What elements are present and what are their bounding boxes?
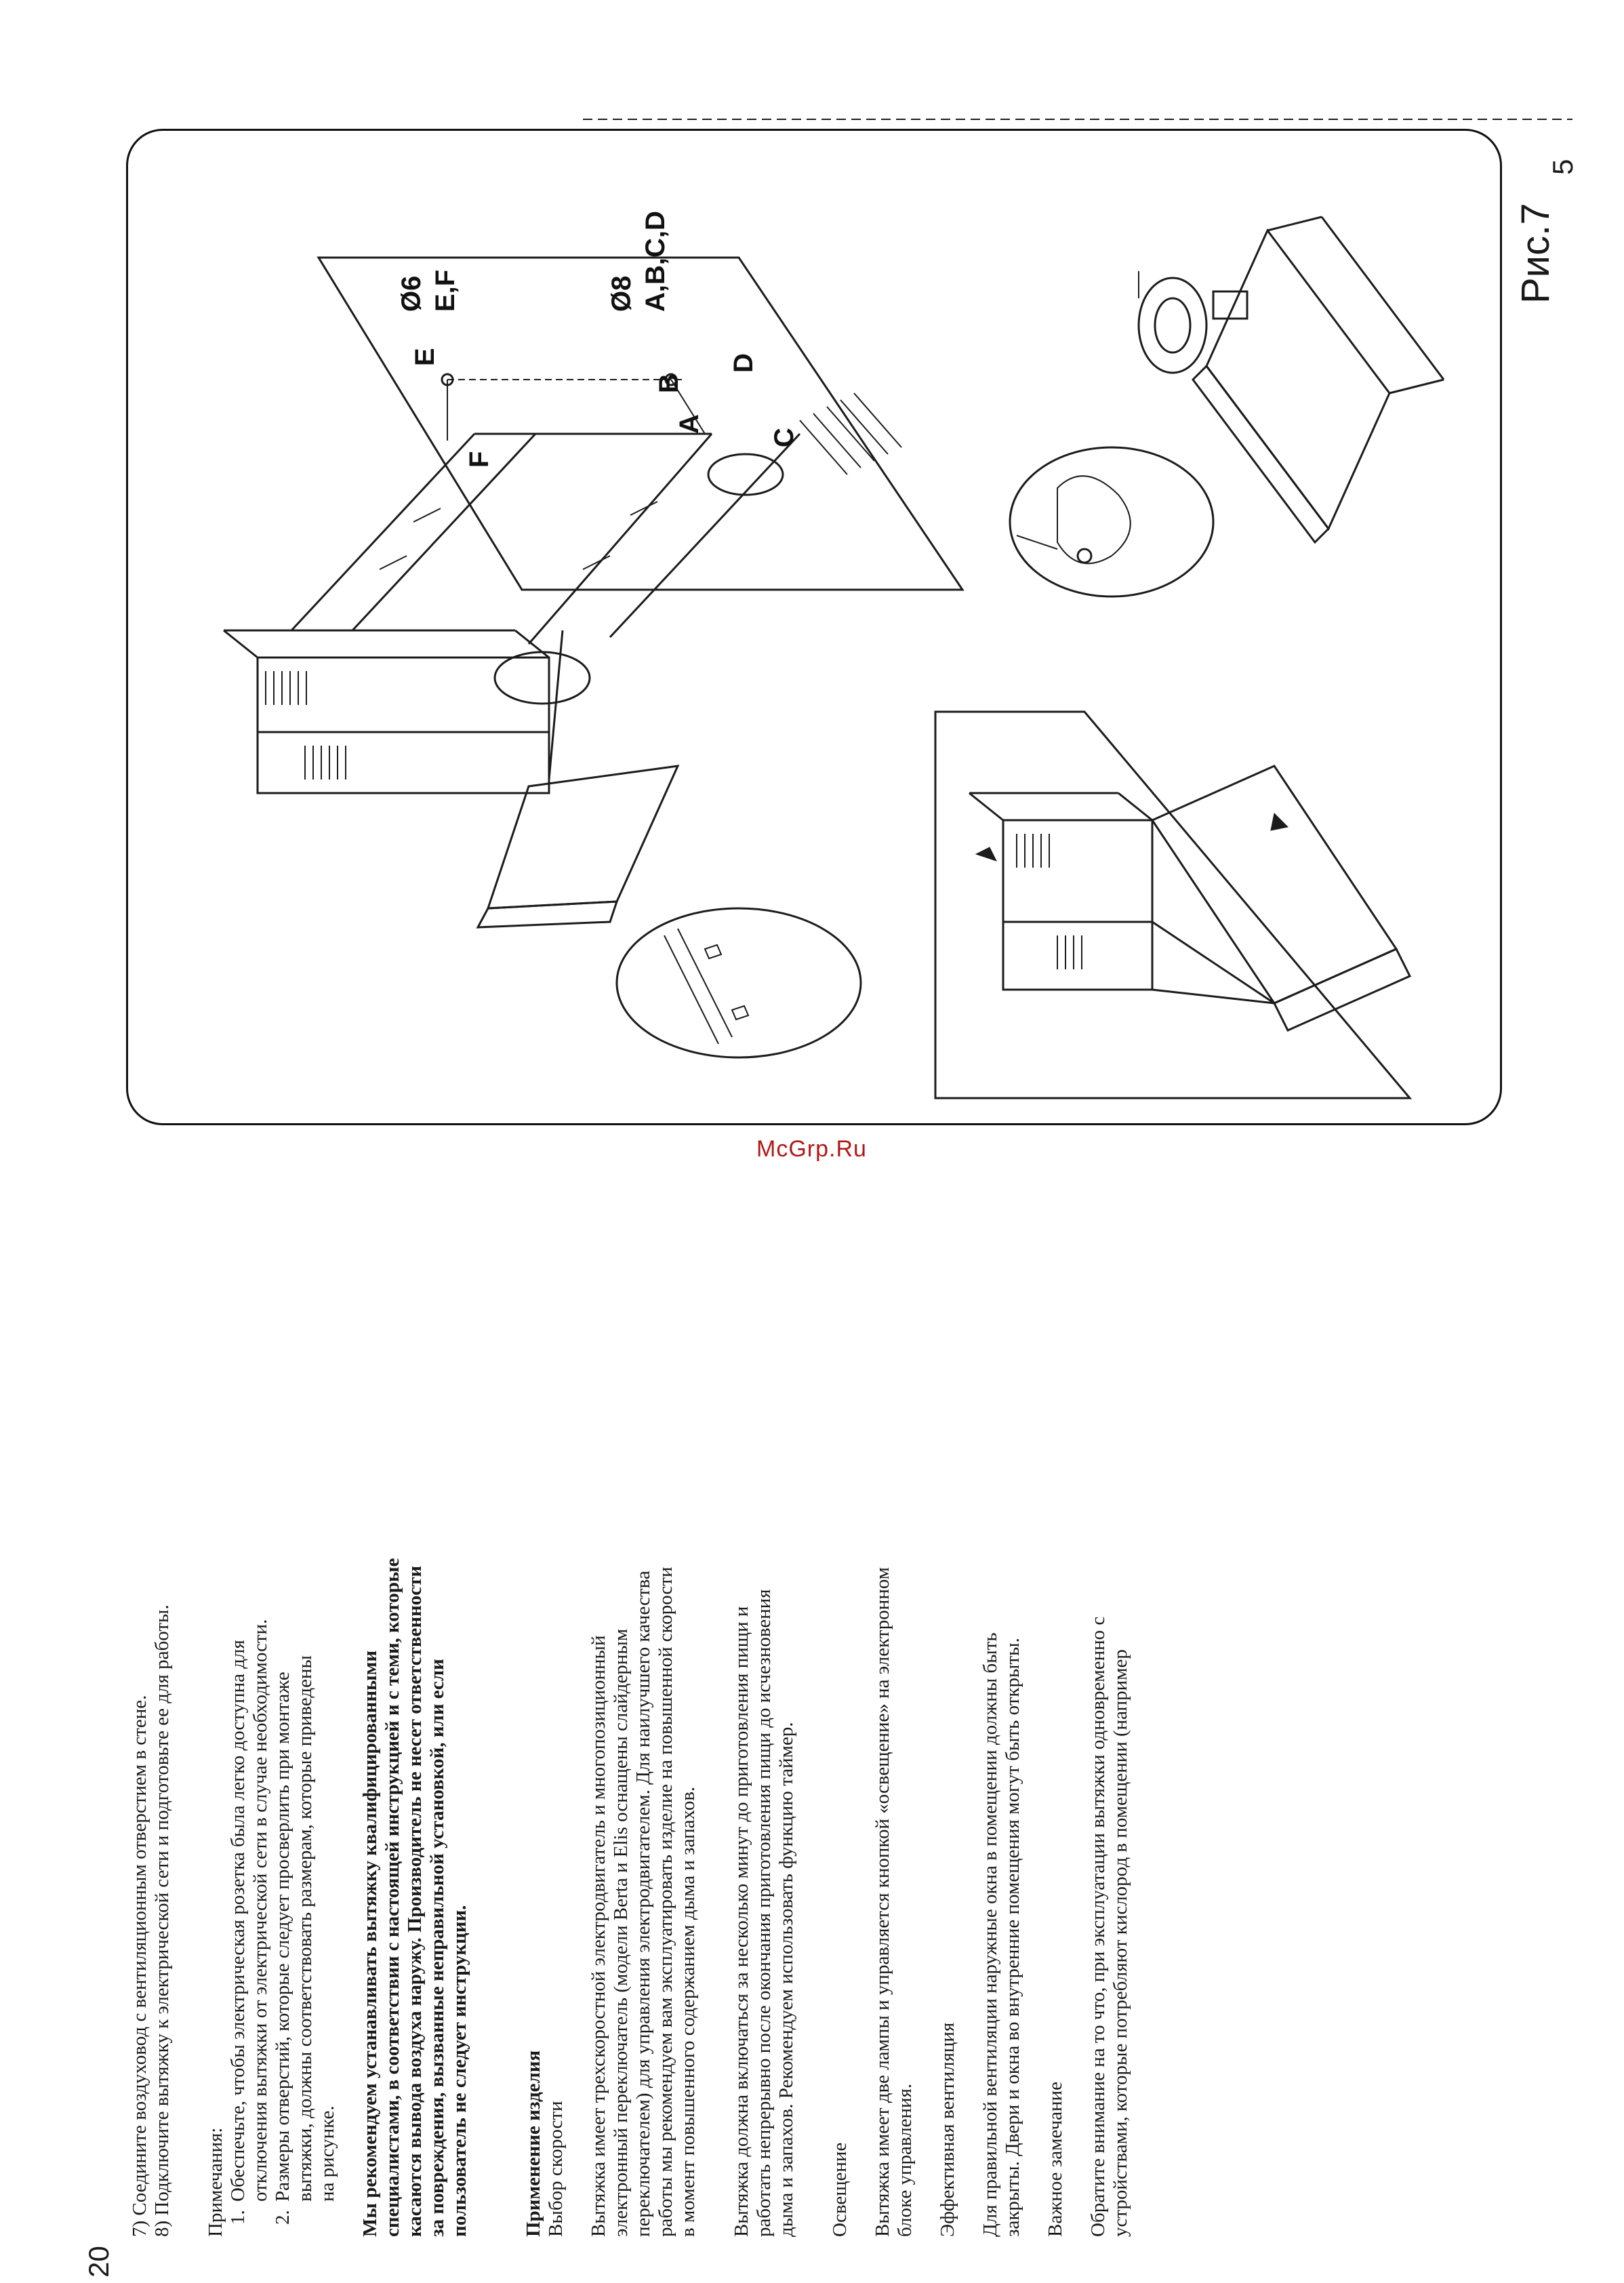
step-7: 7) Соедините воздуховод с вентиляционным отверстием в стене. <box>129 1695 150 2237</box>
light-title: Освещение <box>829 2142 851 2237</box>
note-2-line-1: Размеры отверстий, которые следует просверлить при монтаже <box>272 1672 293 2202</box>
important-line-1: Обратите внимание на то что, при эксплуатации вытяжки одновременно с <box>1087 1616 1109 2237</box>
note-1 <box>227 1301 272 2237</box>
label-diameter-8: Ø8 <box>607 275 636 312</box>
speed-line-1: Вытяжка имеет трехскоростной электродвигатель и многопозиционный <box>588 1635 609 2237</box>
light-line-2: блоке управления. <box>894 2083 916 2237</box>
label-e-f: E,F <box>430 269 460 312</box>
usage-title: Применение изделия <box>523 2050 544 2237</box>
note-2-line-2: вытяжки, должны соответствовать размерам, которые приведены <box>294 1655 316 2202</box>
warning-line-1: Мы рекомендуем устанавливать вытяжку квалифицированными <box>359 1650 381 2237</box>
speed-title: Выбор скорости <box>545 2101 567 2237</box>
warning-line-5: пользователь не следует инструкции. <box>449 1905 470 2237</box>
note-2 <box>272 1301 339 2237</box>
note-2-number: 2. <box>272 2210 293 2225</box>
speed-line-4: работы мы рекомендуем вам эксплуатировать изделие на повышенной скорости <box>655 1567 676 2237</box>
timer-line-1: Вытяжка должна включаться за несколько минут до приготовления пищи и <box>731 1606 752 2237</box>
installation-warning <box>359 1301 471 2237</box>
page-number-left: 20 <box>83 2246 115 2278</box>
important-title: Важное замечание <box>1044 2082 1066 2237</box>
timer-line-3: дыма и запахов. Рекомендуем использовать функцию таймер. <box>775 1722 797 2237</box>
label-a: A <box>674 414 704 434</box>
speed-line-2: электронный переключатель (модели Berta и Elis оснащены слайдерным <box>610 1628 632 2237</box>
label-f: F <box>464 451 494 468</box>
light-line-1: Вытяжка имеет две лампы и управляется кнопкой «освещение» на электронном <box>872 1567 893 2237</box>
label-diameter-6: Ø6 <box>397 275 426 312</box>
notes-title: Примечания: <box>205 2127 226 2237</box>
step-8: 8) Подключите вытяжку к электрической сети и подготовьте ее для работы. <box>151 1604 173 2237</box>
warning-line-4: за повреждения, вызванные неправильной установкой, или если <box>426 1659 448 2237</box>
instruction-text <box>129 1301 1131 2237</box>
screw-detail-bubble <box>617 908 861 1057</box>
label-d: D <box>729 353 758 373</box>
label-c: C <box>769 428 799 447</box>
chimney-hood-drawing <box>935 712 1410 1098</box>
note-1-line-2: отключения вытяжки от электрической сети в случае необходимости. <box>249 1619 271 2202</box>
vent-line-1: Для правильной вентиляции наружные окна в помещении должны быть <box>979 1632 1001 2237</box>
important-line-2: устройствами, которые потребляют кислород в помещении (например <box>1110 1649 1131 2237</box>
page-number-right: 5 <box>1547 159 1579 175</box>
warning-line-2: специалистами, в соответствии с настоящей инструкцией и с теми, которые <box>382 1558 403 2237</box>
note-1-line-1: Обеспечьте, чтобы электрическая розетка была легко доступна для <box>227 1640 249 2202</box>
label-a-b-c-d: A,B,C,D <box>641 211 670 312</box>
warning-line-3: касаются вывода воздуха наружу. Производитель не несет ответственности <box>404 1565 426 2237</box>
speed-line-5: в момент повышенного содержанием дыма и запахов. <box>677 1786 699 2237</box>
timer-line-2: работать непрерывно после окончания приготовления пищи до исчезновения <box>753 1589 775 2237</box>
motor-detail-drawing <box>1010 217 1444 597</box>
label-e: E <box>410 348 440 366</box>
speed-line-3: переключателем) для управления электродвигателем. Для наилучшего качества <box>632 1571 654 2237</box>
vent-line-2: закрыты. Двери и окна во внутренние помещения могут быть открыты. <box>1002 1638 1023 2237</box>
note-2-line-3: на рисунке. <box>317 2105 338 2202</box>
watermark: McGrp.Ru <box>756 1136 867 1162</box>
label-b: B <box>654 373 684 393</box>
hood-mounting-drawing <box>224 258 962 927</box>
vent-title: Эффективная вентиляция <box>937 2022 958 2237</box>
figure-caption: Рис.7 <box>1514 203 1558 304</box>
note-1-number: 1. <box>227 2210 249 2225</box>
